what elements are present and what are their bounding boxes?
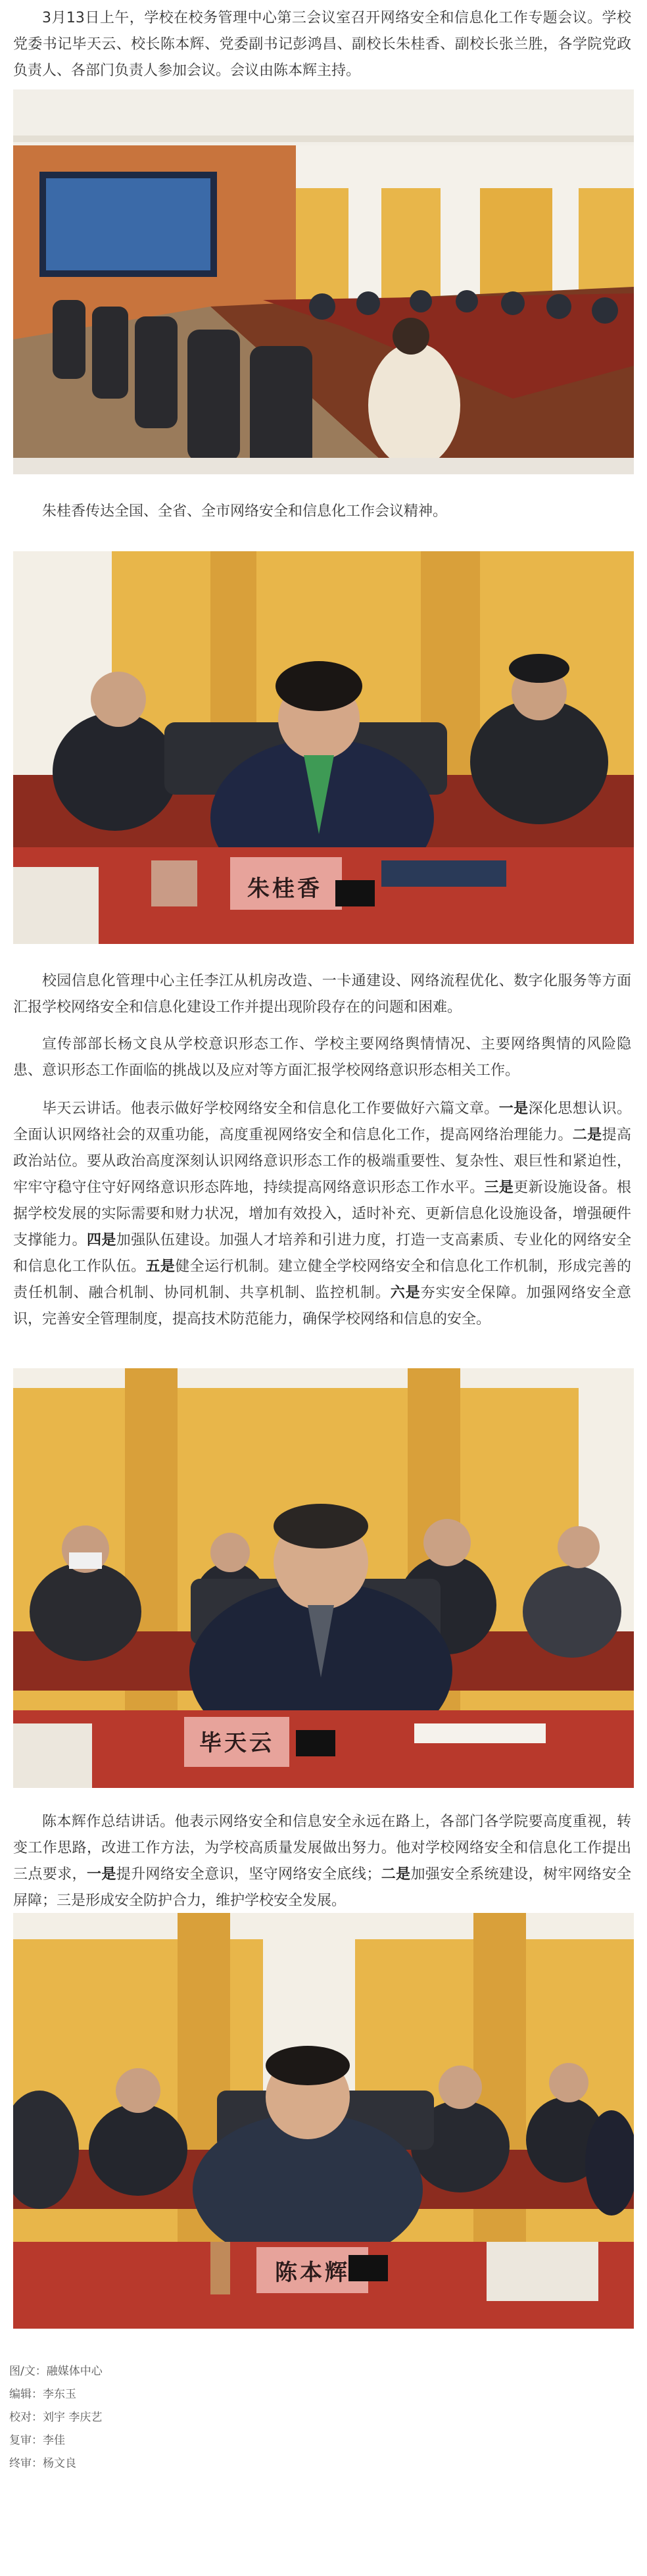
point-1-text: 深化思想认识。全面认识网络社会的双重功能，高度重视网络安全和信息化工作，提高网络治理能力。 bbox=[13, 1101, 631, 1143]
point-5-text: 健全运行机制。建立健全学校网络安全和信息化工作机制，形成完善的责任机制、融合机制、协同机制、共享机制、监控机制。 bbox=[13, 1258, 631, 1301]
point-4-label: 四是 bbox=[86, 1232, 116, 1249]
credit-proofreader: 校对：刘宇 李庆艺 bbox=[9, 2411, 103, 2424]
article-credits bbox=[9, 2360, 404, 2475]
credit-reviewer: 复审：李佳 bbox=[9, 2434, 65, 2447]
speech-intro: 毕天云讲话。他表示做好学校网络安全和信息化工作要做好六篇文章。 bbox=[42, 1101, 499, 1117]
summary-point-1-text: 提升网络安全意识，坚守网络安全底线； bbox=[116, 1866, 381, 1883]
bi-tianyun-nameplate: 毕天云 bbox=[199, 1729, 274, 1756]
credit-editor: 编辑：李东玉 bbox=[9, 2388, 76, 2401]
point-5-label: 五是 bbox=[145, 1258, 176, 1275]
chen-benhui-nameplate: 陈本辉 bbox=[275, 2259, 350, 2286]
summary-point-1-label: 一是 bbox=[86, 1866, 116, 1883]
point-4-text: 加强队伍建设。加强人才培养和引进力度，打造一支高素质、专业化的网络安全和信息化工作队伍。 bbox=[13, 1232, 631, 1275]
photo-caption: 朱桂香传达全国、全省、全市网络安全和信息化工作会议精神。 bbox=[42, 503, 448, 520]
yang-wenliang-report-paragraph: 宣传部部长杨文良从学校意识形态工作、学校主要网络舆情情况、主要网络舆情的风险隐患、意识形态工作面临的挑战以及应对等方面汇报学校网络意识形态相关工作。 bbox=[13, 1036, 631, 1079]
meeting-room-photo bbox=[13, 89, 634, 474]
summary-point-2-label: 二是 bbox=[381, 1866, 411, 1883]
chen-benhui-summary-paragraph bbox=[13, 1809, 631, 1914]
summary-point-2-text: 加强安全系统建设，树牢网络安全屏障；三是形成安全防护合力，维护学校安全发展。 bbox=[13, 1866, 631, 1909]
zhu-guixiang-nameplate: 朱桂香 bbox=[247, 875, 322, 902]
credit-final-reviewer: 终审：杨文良 bbox=[9, 2457, 76, 2470]
summary-intro: 陈本辉作总结讲话。他表示网络安全和信息安全永远在路上，各部门各学院要高度重视，转变工作思路，改进工作方法，为学校高质量发展做出努力。他对学校网络安全和信息化工作提出三点要求， bbox=[13, 1814, 631, 1883]
point-2-label: 二是 bbox=[572, 1127, 602, 1143]
intro-paragraph: 3月13日上午，学校在校务管理中心第三会议室召开网络安全和信息化工作专题会议。学校党委书记毕天云、校长陈本辉、党委副书记彭鸿昌、副校长朱桂香、副校长张兰胜，各学院党政负责人、各部门负责人参加会议。会议由陈本辉主持。 bbox=[13, 10, 631, 79]
bi-tianyun-photo bbox=[13, 1368, 634, 1788]
bi-tianyun-speech-paragraph bbox=[13, 1096, 631, 1333]
credit-author: 图/文：融媒体中心 bbox=[9, 2365, 103, 2378]
point-6-text: 夯实安全保障。加强网络安全意识，完善安全管理制度，提高技术防范能力，确保学校网络和信息的安全。 bbox=[13, 1285, 631, 1327]
point-1-label: 一是 bbox=[498, 1101, 529, 1117]
point-3-text: 更新设施设备。根据学校发展的实际需要和财力状况，增加有效投入，适时补充、更新信息化设施设备，增强硬件支撑能力。 bbox=[13, 1179, 631, 1249]
point-3-label: 三是 bbox=[484, 1179, 514, 1196]
point-6-label: 六是 bbox=[390, 1285, 421, 1301]
li-jiang-report-paragraph: 校园信息化管理中心主任李江从机房改造、一卡通建设、网络流程优化、数字化服务等方面汇报学校网络安全和信息化建设工作并提出现阶段存在的问题和困难。 bbox=[13, 973, 631, 1016]
point-2-text: 提高政治站位。要从政治高度深刻认识网络意识形态工作的极端重要性、复杂性、艰巨性和紧迫性，牢牢守稳守住守好网络意识形态阵地，持续提高网络意识形态工作水平。 bbox=[13, 1127, 631, 1196]
